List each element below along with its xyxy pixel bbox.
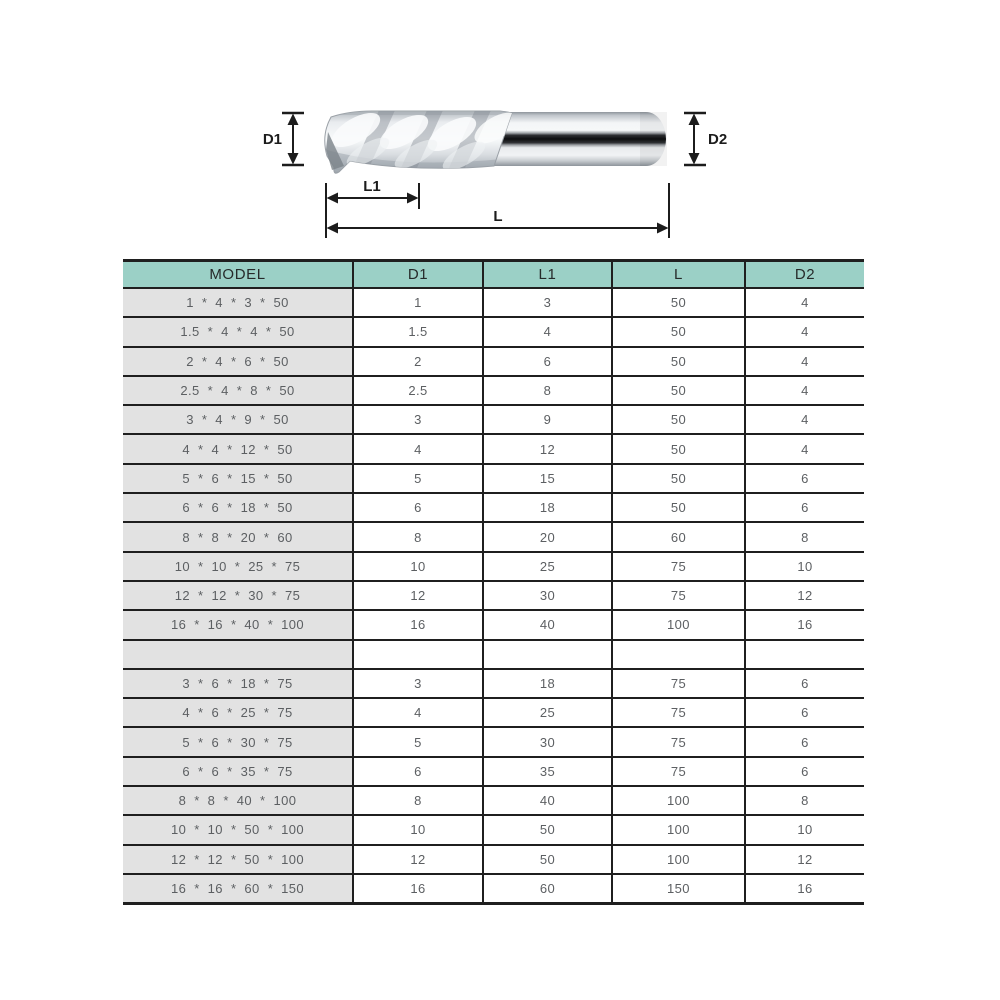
- model-cell: 2 * 4 * 6 * 50: [123, 347, 353, 376]
- l-cell: 60: [612, 522, 745, 551]
- model-cell: 5 * 6 * 30 * 75: [123, 727, 353, 756]
- table-row: [123, 786, 864, 815]
- l1-cell: 9: [483, 405, 612, 434]
- l-cell: 50: [612, 493, 745, 522]
- d2-label: D2: [708, 131, 728, 148]
- d2-cell: 6: [745, 493, 864, 522]
- d2-arrowhead-up: [689, 114, 700, 126]
- d2-cell: 12: [745, 845, 864, 874]
- col-header-d1: D1: [353, 261, 483, 289]
- model-cell: 5 * 6 * 15 * 50: [123, 464, 353, 493]
- table-row: [123, 640, 864, 669]
- d1-cell: 2.5: [353, 376, 483, 405]
- model-cell: 1.5 * 4 * 4 * 50: [123, 317, 353, 346]
- spec-table: [123, 259, 864, 905]
- d1-cell: 4: [353, 698, 483, 727]
- d2-cell: 4: [745, 347, 864, 376]
- l1-cell: 18: [483, 669, 612, 698]
- d1-cell: 10: [353, 815, 483, 844]
- d2-cell: 6: [745, 669, 864, 698]
- l1-cell: 4: [483, 317, 612, 346]
- table-row: [123, 552, 864, 581]
- model-cell: 8 * 8 * 20 * 60: [123, 522, 353, 551]
- l1-cell: 60: [483, 874, 612, 904]
- l1-cell: 50: [483, 845, 612, 874]
- d2-cell: 4: [745, 405, 864, 434]
- model-cell: 12 * 12 * 50 * 100: [123, 845, 353, 874]
- l-label: L: [493, 208, 503, 225]
- table-row: [123, 874, 864, 904]
- d1-cell: 16: [353, 610, 483, 639]
- d1-cell: 6: [353, 493, 483, 522]
- l1-cell: 25: [483, 698, 612, 727]
- d1-cell: 12: [353, 845, 483, 874]
- l-cell: 50: [612, 405, 745, 434]
- l-cell: 50: [612, 434, 745, 463]
- col-header-l1: L1: [483, 261, 612, 289]
- l-cell: 50: [612, 317, 745, 346]
- l1-label: L1: [363, 178, 381, 195]
- l1-cell: 18: [483, 493, 612, 522]
- d1-cell: 5: [353, 727, 483, 756]
- model-cell: 10 * 10 * 25 * 75: [123, 552, 353, 581]
- model-cell: [123, 640, 353, 669]
- d1-cell: 16: [353, 874, 483, 904]
- model-cell: 10 * 10 * 50 * 100: [123, 815, 353, 844]
- l-cell: 75: [612, 727, 745, 756]
- table-row: [123, 405, 864, 434]
- table-row: [123, 757, 864, 786]
- d1-cell: 1.5: [353, 317, 483, 346]
- end-mill-image: [325, 106, 667, 176]
- table-row: [123, 845, 864, 874]
- l1-cell: 8: [483, 376, 612, 405]
- model-cell: 4 * 6 * 25 * 75: [123, 698, 353, 727]
- l1-cell: 30: [483, 727, 612, 756]
- d2-cell: 16: [745, 610, 864, 639]
- d1-cell: 3: [353, 669, 483, 698]
- spec-table-body: [123, 288, 864, 904]
- d1-cell: 10: [353, 552, 483, 581]
- d2-dimension: [684, 113, 706, 165]
- d1-cell: 3: [353, 405, 483, 434]
- d2-cell: 4: [745, 434, 864, 463]
- table-row: [123, 581, 864, 610]
- table-row: [123, 522, 864, 551]
- table-row: [123, 727, 864, 756]
- l1-cell: 30: [483, 581, 612, 610]
- model-cell: 12 * 12 * 30 * 75: [123, 581, 353, 610]
- l-cell: 150: [612, 874, 745, 904]
- table-row: [123, 815, 864, 844]
- l-cell: 100: [612, 786, 745, 815]
- d2-cell: 10: [745, 815, 864, 844]
- l-cell: 50: [612, 288, 745, 317]
- d1-arrowhead-down: [288, 153, 299, 165]
- model-cell: 16 * 16 * 60 * 150: [123, 874, 353, 904]
- d2-cell: 6: [745, 698, 864, 727]
- l-cell: 75: [612, 698, 745, 727]
- model-cell: 6 * 6 * 35 * 75: [123, 757, 353, 786]
- d1-cell: 12: [353, 581, 483, 610]
- d2-cell: 6: [745, 727, 864, 756]
- table-row: [123, 288, 864, 317]
- l1-cell: 20: [483, 522, 612, 551]
- model-cell: 8 * 8 * 40 * 100: [123, 786, 353, 815]
- table-row: [123, 669, 864, 698]
- model-cell: 4 * 4 * 12 * 50: [123, 434, 353, 463]
- model-cell: 1 * 4 * 3 * 50: [123, 288, 353, 317]
- l1-cell: 50: [483, 815, 612, 844]
- d1-cell: 8: [353, 522, 483, 551]
- model-cell: 2.5 * 4 * 8 * 50: [123, 376, 353, 405]
- l1-cell: 15: [483, 464, 612, 493]
- table-row: [123, 317, 864, 346]
- d1-dimension: [282, 113, 304, 165]
- table-row: [123, 698, 864, 727]
- table-row: [123, 347, 864, 376]
- l1-cell: [483, 640, 612, 669]
- l1-cell: 3: [483, 288, 612, 317]
- table-row: [123, 434, 864, 463]
- d2-cell: 8: [745, 786, 864, 815]
- l-cell: 75: [612, 757, 745, 786]
- l1-cell: 12: [483, 434, 612, 463]
- col-header-d2: D2: [745, 261, 864, 289]
- d2-cell: 4: [745, 317, 864, 346]
- d2-cell: 12: [745, 581, 864, 610]
- col-header-l: L: [612, 261, 745, 289]
- l1-cell: 35: [483, 757, 612, 786]
- l-cell: 75: [612, 669, 745, 698]
- l-cell: 50: [612, 464, 745, 493]
- d1-arrowhead-up: [288, 114, 299, 126]
- l1-arrowhead-right: [407, 193, 419, 204]
- model-cell: 3 * 4 * 9 * 50: [123, 405, 353, 434]
- l-cell: 50: [612, 376, 745, 405]
- col-header-model: MODEL: [123, 261, 353, 289]
- d1-cell: 8: [353, 786, 483, 815]
- table-row: [123, 493, 864, 522]
- d1-cell: 5: [353, 464, 483, 493]
- l-arrowhead-left: [327, 223, 339, 234]
- d2-arrowhead-down: [689, 153, 700, 165]
- d2-cell: 6: [745, 464, 864, 493]
- end-mill-diagram: [0, 0, 1000, 255]
- l1-cell: 6: [483, 347, 612, 376]
- l1-arrowhead-left: [327, 193, 339, 204]
- d2-cell: 4: [745, 376, 864, 405]
- d1-cell: 4: [353, 434, 483, 463]
- l-cell: 100: [612, 610, 745, 639]
- table-row: [123, 376, 864, 405]
- l-cell: 50: [612, 347, 745, 376]
- spec-table-header: [123, 261, 864, 289]
- model-cell: 6 * 6 * 18 * 50: [123, 493, 353, 522]
- l-cell: [612, 640, 745, 669]
- d2-cell: 10: [745, 552, 864, 581]
- d1-cell: 2: [353, 347, 483, 376]
- l1-cell: 40: [483, 610, 612, 639]
- l-cell: 75: [612, 552, 745, 581]
- d1-cell: [353, 640, 483, 669]
- header-row: [123, 261, 864, 289]
- l1-cell: 40: [483, 786, 612, 815]
- l-cell: 75: [612, 581, 745, 610]
- table-row: [123, 464, 864, 493]
- l-arrowhead-right: [657, 223, 669, 234]
- d2-cell: 8: [745, 522, 864, 551]
- d2-cell: 6: [745, 757, 864, 786]
- model-cell: 3 * 6 * 18 * 75: [123, 669, 353, 698]
- d2-cell: [745, 640, 864, 669]
- d1-label: D1: [262, 131, 282, 148]
- d1-cell: 1: [353, 288, 483, 317]
- l-cell: 100: [612, 815, 745, 844]
- d2-cell: 4: [745, 288, 864, 317]
- d2-cell: 16: [745, 874, 864, 904]
- l1-cell: 25: [483, 552, 612, 581]
- l-cell: 100: [612, 845, 745, 874]
- model-cell: 16 * 16 * 40 * 100: [123, 610, 353, 639]
- table-row: [123, 610, 864, 639]
- d1-cell: 6: [353, 757, 483, 786]
